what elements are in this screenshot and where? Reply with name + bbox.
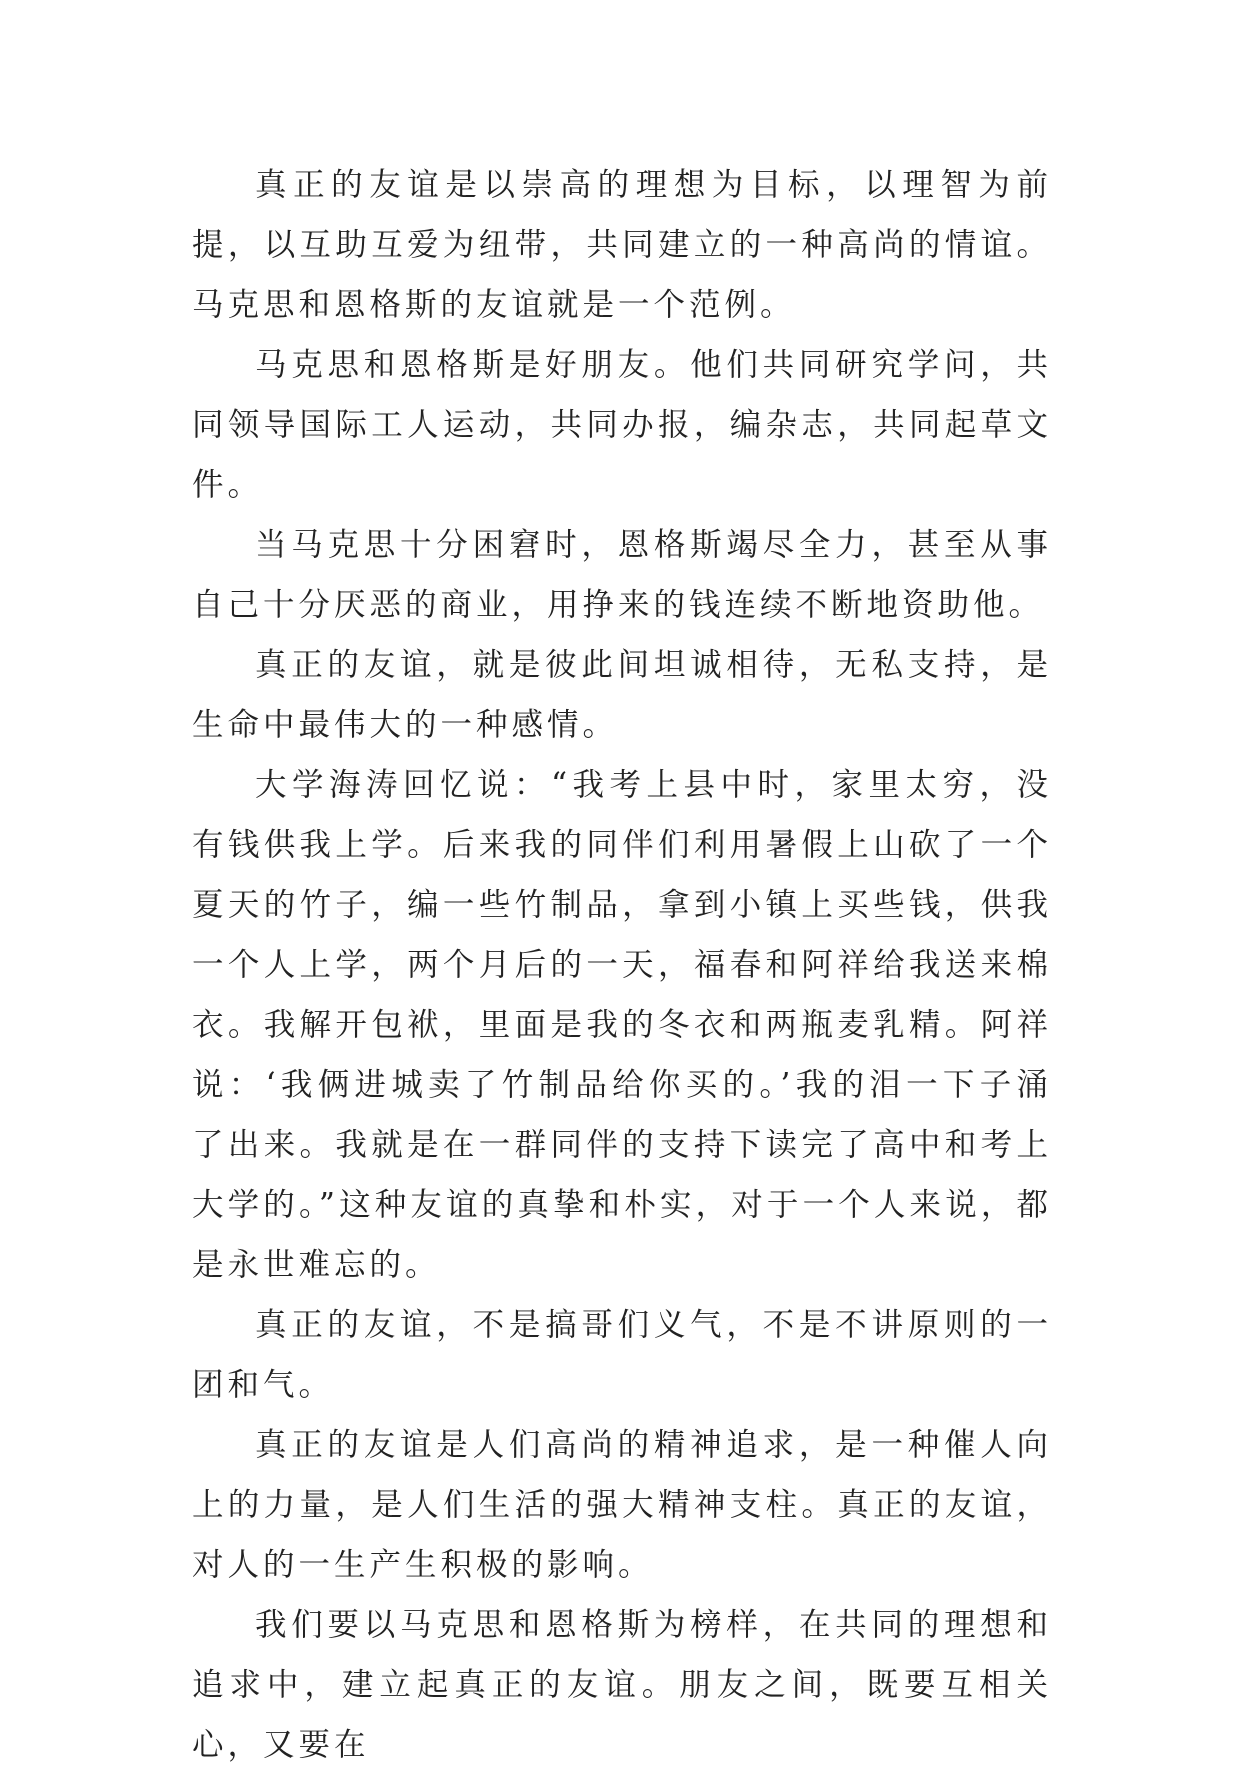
paragraph: 我们要以马克思和恩格斯为榜样，在共同的理想和追求中，建立起真正的友谊。朋友之间，既要互相关心，又要在 (192, 1607, 1052, 1763)
paragraph: 真正的友谊是以崇高的理想为目标，以理智为前提，以互助互爱为纽带，共同建立的一种高尚的情谊。马克思和恩格斯的友谊就是一个范例。 (192, 167, 1052, 323)
paragraph: 真正的友谊，就是彼此间坦诚相待，无私支持，是生命中最伟大的一种感情。 (192, 647, 1052, 743)
paragraph: 大学海涛回忆说：“我考上县中时，家里太穷，没有钱供我上学。后来我的同伴们利用暑假上山砍了一个夏天的竹子，编一些竹制品，拿到小镇上买些钱，供我一个人上学，两个月后的一天，福春和阿祥给我送来棉衣。我解开包袱，里面是我的冬衣和两瓶麦乳精。阿祥说：‘我俩进城卖了竹制品给你买的。’我的泪一下子涌了出来。我就是在一群同伴的支持下读完了高中和考上大学的。”这种友谊的真挚和朴实，对于一个人来说，都是永世难忘的。 (192, 767, 1052, 1283)
paragraph: 真正的友谊，不是搞哥们义气，不是不讲原则的一团和气。 (192, 1307, 1052, 1403)
paragraph: 马克思和恩格斯是好朋友。他们共同研究学问，共同领导国际工人运动，共同办报，编杂志，共同起草文件。 (192, 347, 1052, 503)
document-body (192, 155, 1052, 1775)
paragraph: 真正的友谊是人们高尚的精神追求，是一种催人向上的力量，是人们生活的强大精神支柱。真正的友谊，对人的一生产生积极的影响。 (192, 1427, 1052, 1583)
paragraph: 当马克思十分困窘时，恩格斯竭尽全力，甚至从事自己十分厌恶的商业，用挣来的钱连续不断地资助他。 (192, 527, 1052, 623)
